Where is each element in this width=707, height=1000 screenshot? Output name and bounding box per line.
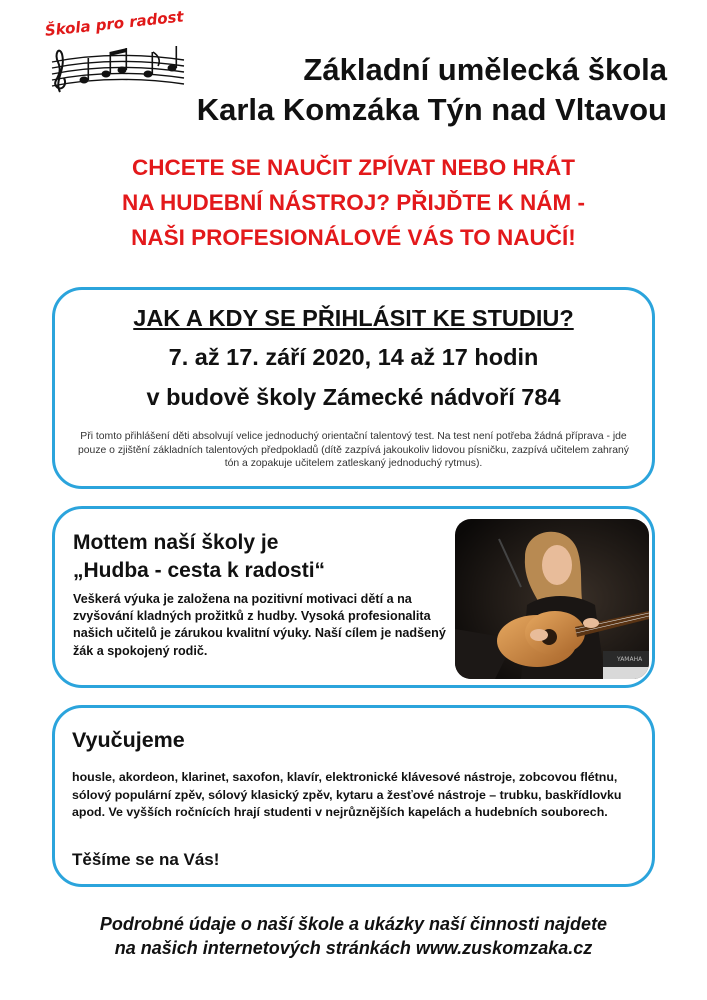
headline-line-2: NA HUDEBNÍ NÁSTROJ? PŘIJĎTE K NÁM - bbox=[122, 190, 585, 215]
teaching-text: housle, akordeon, klarinet, saxofon, klavír, elektronické klávesové nástroje, zobcovou flétnu, sólový populární zpěv, sólový klasický zpěv, kytaru a žesťové nástroje – trubku, baskřídlovku apod. Ve vyšších ročnících hrají studenti v nejrůznějších kapelách a hudebních souborech. bbox=[72, 770, 622, 820]
teaching-closing: Těšíme se na Vás! bbox=[72, 850, 220, 869]
school-name bbox=[60, 50, 667, 130]
admission-title: JAK A KDY SE PŘIHLÁSIT KE STUDIU? bbox=[133, 305, 574, 331]
admission-date: 7. až 17. září 2020, 14 až 17 hodin bbox=[168, 344, 539, 370]
admission-note: Při tomto přihlášení děti absolvují velice jednoduchý orientační talentový test. Na test není potřeba žádná příprava - jde pouze o zjištění základních talentových předpokladů (dítě zazpívá jakoukoliv lidovou písničku, zazpívá učitelem zahraný tón a zopakuje učitelem zatleskaný jednoduchý rytmus). bbox=[77, 431, 629, 470]
teaching-box bbox=[52, 705, 655, 887]
logo-text: Škola pro radost bbox=[44, 7, 185, 40]
admission-box bbox=[52, 287, 655, 489]
footer-line-1: Podrobné údaje o naší škole a ukázky naší činnosti najdete bbox=[99, 914, 608, 934]
school-name-line-2: Karla Komzáka Týn nad Vltavou bbox=[196, 92, 667, 127]
motto-title bbox=[73, 529, 325, 585]
headline-line-1: CHCETE SE NAUČIT ZPÍVAT NEBO HRÁT bbox=[132, 155, 575, 180]
guitarist-photo bbox=[455, 519, 649, 679]
footer-line-2: na našich internetových stránkách www.zuskomzaka.cz bbox=[114, 938, 593, 958]
school-name-line-1: Základní umělecká škola bbox=[303, 52, 667, 87]
footer bbox=[10, 912, 697, 960]
headline-line-3: NAŠI PROFESIONÁLOVÉ VÁS TO NAUČÍ! bbox=[131, 225, 576, 250]
keyboard-brand: YAMAHA bbox=[617, 656, 643, 663]
headline bbox=[20, 150, 687, 255]
motto-box bbox=[52, 506, 655, 688]
motto-title-line-2: „Hudba - cesta k radosti“ bbox=[73, 559, 326, 582]
teaching-title: Vyučujeme bbox=[72, 728, 185, 752]
motto-title-line-1: Mottem naší školy je bbox=[73, 531, 279, 554]
motto-text: Veškerá výuka je založena na pozitivní motivaci dětí a na zvyšování kladných prožitků z hudby. Vysoká profesionalita našich učitelů je zárukou kvalitní výuky. Naší cílem je nadšený žák a spokojený rodič. bbox=[73, 592, 446, 658]
admission-place: v budově školy Zámecké nádvoří 784 bbox=[146, 384, 561, 410]
